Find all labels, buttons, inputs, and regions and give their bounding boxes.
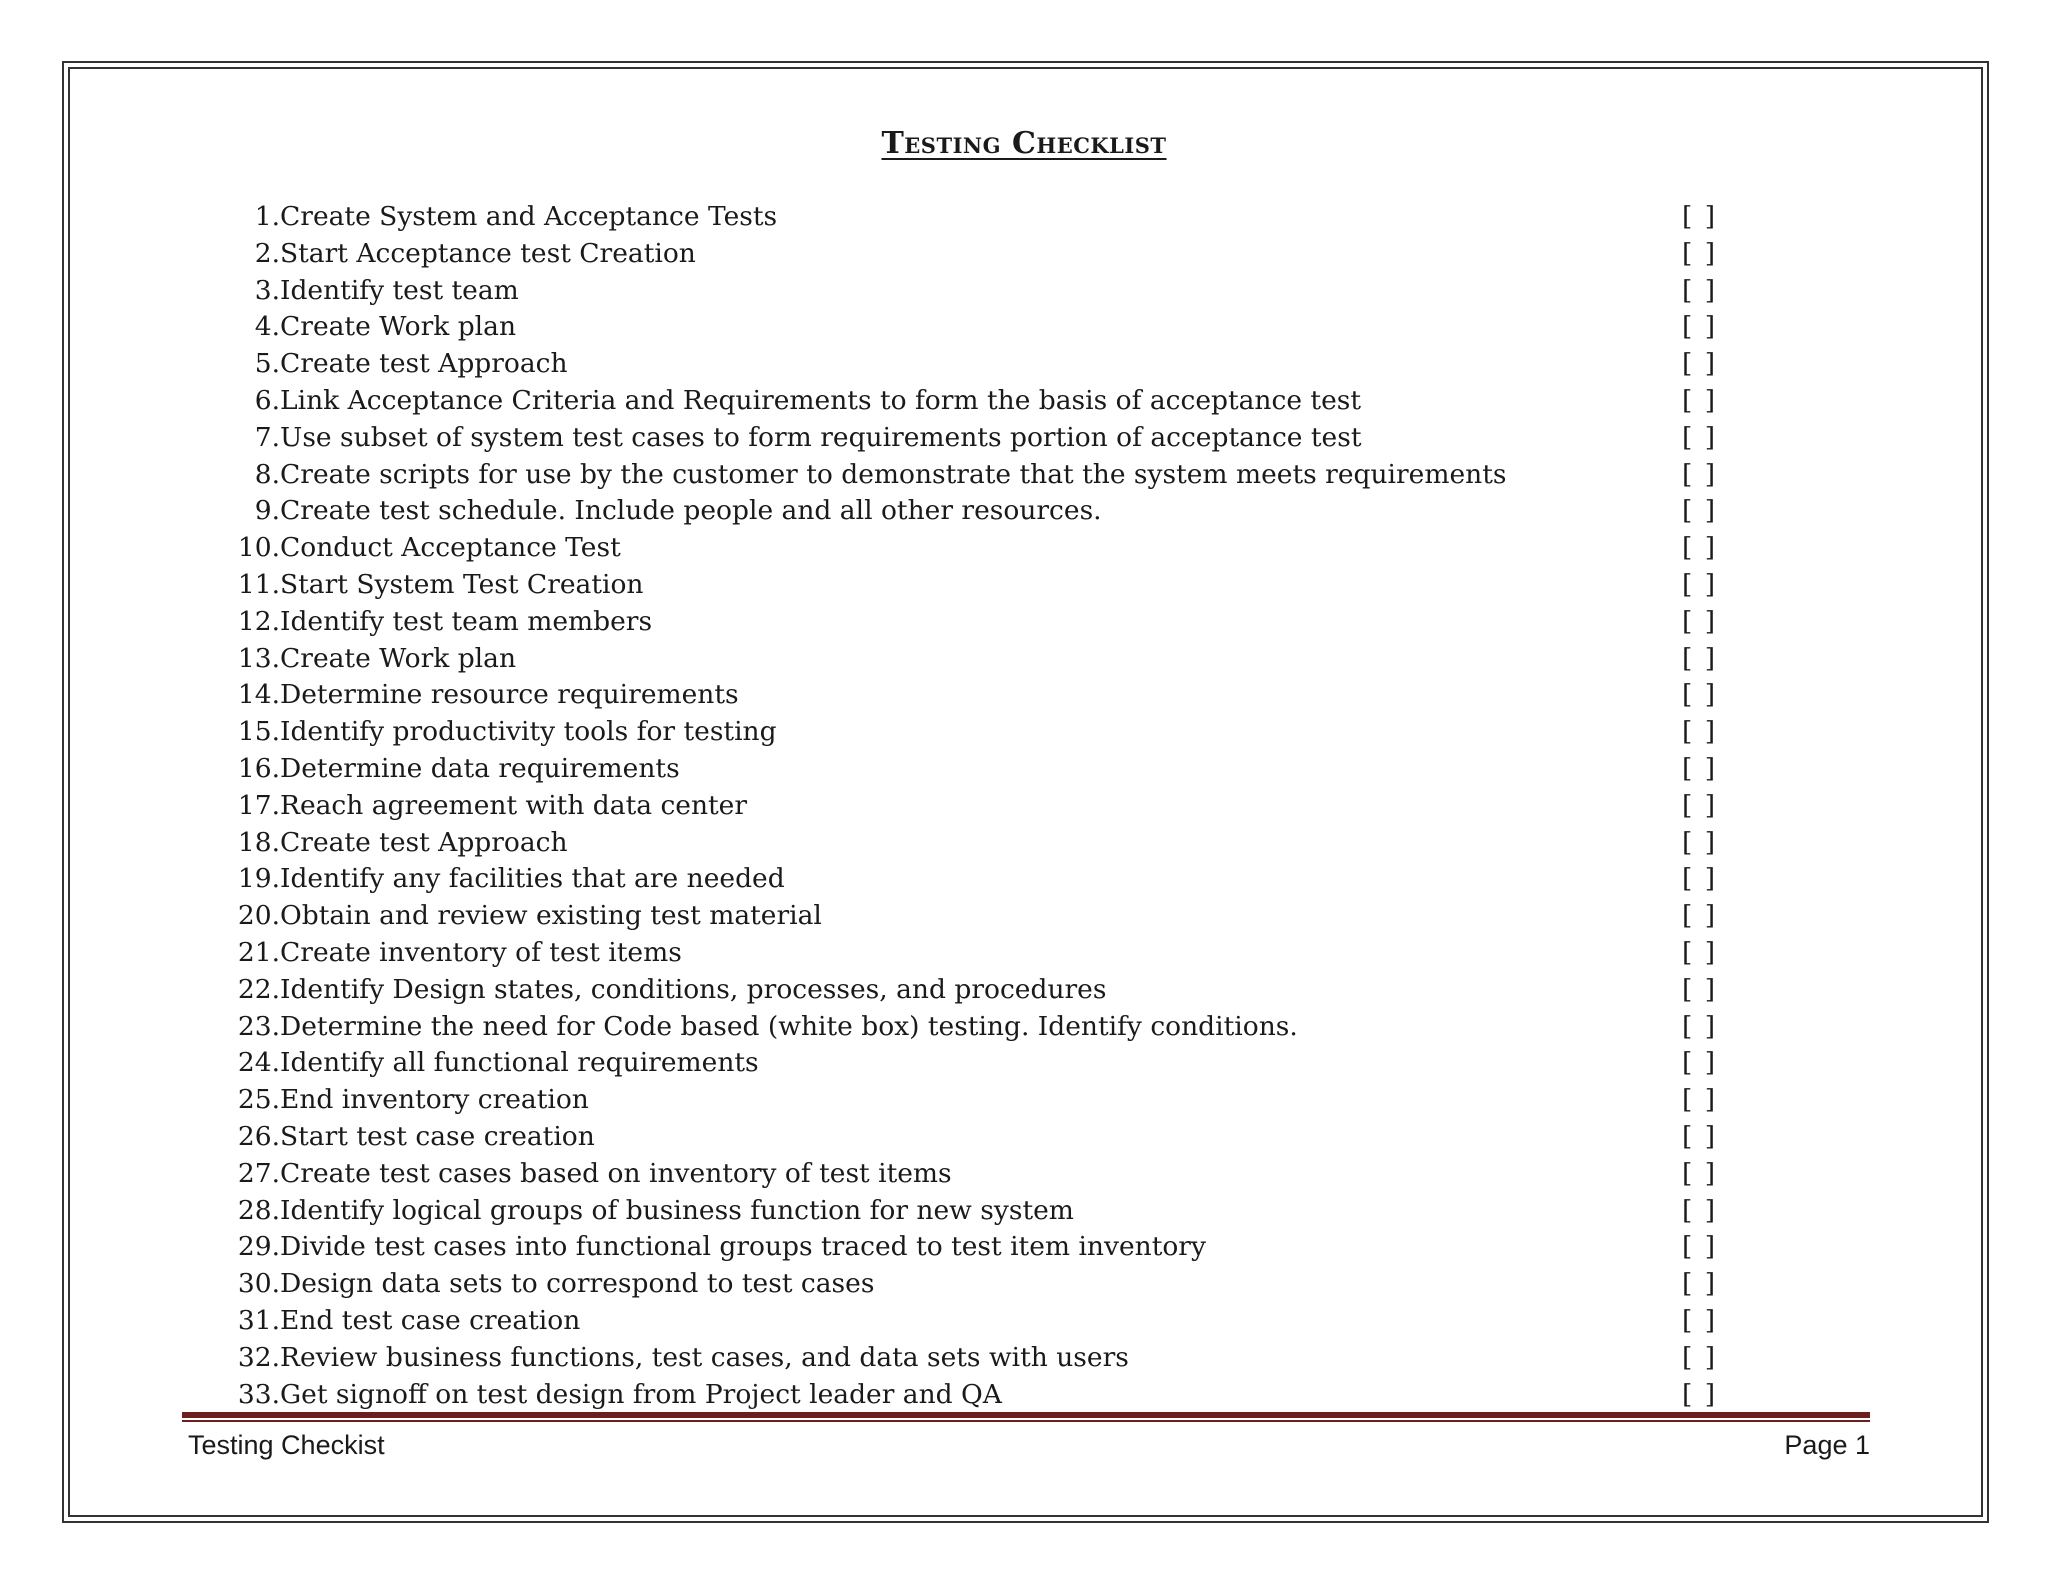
item-text: Get signoff on test design from Project leader and QA: [280, 1378, 1002, 1410]
item-checkbox[interactable]: [ ]: [1682, 789, 1718, 821]
item-number: 4.: [254, 311, 280, 343]
item-text: Conduct Acceptance Test: [280, 532, 621, 564]
checklist-item: [232, 383, 1718, 420]
item-checkbox[interactable]: [ ]: [1682, 458, 1718, 490]
checklist-item: [232, 751, 1718, 788]
checklist-item: [232, 1119, 1718, 1156]
item-checkbox[interactable]: [ ]: [1682, 1120, 1718, 1152]
item-checkbox[interactable]: [ ]: [1682, 201, 1718, 232]
item-number: 9.: [254, 495, 280, 527]
checklist-item: [232, 309, 1718, 346]
item-number: 29.: [237, 1231, 280, 1263]
checklist-item: [232, 1193, 1718, 1230]
item-number: 3.: [254, 274, 280, 306]
item-checkbox[interactable]: [ ]: [1682, 679, 1718, 711]
item-text: Create scripts for use by the customer to demonstrate that the system meets requirements: [280, 458, 1507, 490]
checklist-item: [232, 1340, 1718, 1377]
item-text: Identify test team members: [280, 605, 653, 637]
item-text: End test case creation: [280, 1304, 581, 1336]
checklist-item: [232, 604, 1718, 641]
item-number: 17.: [237, 789, 280, 821]
item-text: Identify test team: [280, 274, 519, 306]
item-number: 28.: [237, 1194, 280, 1226]
checklist-item: [232, 641, 1718, 678]
checklist-item: [232, 1229, 1718, 1266]
item-number: 26.: [237, 1120, 280, 1152]
item-number: 7.: [254, 421, 280, 453]
item-checkbox[interactable]: [ ]: [1682, 1341, 1718, 1373]
item-checkbox[interactable]: [ ]: [1682, 568, 1718, 600]
page-title: Testing Checklist: [881, 126, 1167, 161]
item-text: Start System Test Creation: [280, 568, 644, 600]
checklist-item: [232, 714, 1718, 751]
item-text: Divide test cases into functional groups traced to test item inventory: [280, 1231, 1206, 1263]
item-number: 22.: [237, 973, 280, 1005]
item-text: Create Work plan: [280, 311, 517, 343]
item-text: Review business functions, test cases, and data sets with users: [280, 1341, 1129, 1373]
item-text: Start Acceptance test Creation: [280, 237, 696, 269]
item-checkbox[interactable]: [ ]: [1682, 348, 1718, 380]
item-number: 27.: [237, 1157, 280, 1189]
footer-rule-thin: [182, 1420, 1870, 1422]
item-checkbox[interactable]: [ ]: [1682, 1378, 1718, 1410]
item-checkbox[interactable]: [ ]: [1682, 495, 1718, 527]
item-checkbox[interactable]: [ ]: [1682, 1157, 1718, 1189]
item-number: 23.: [237, 1010, 280, 1042]
checklist-item: [232, 1156, 1718, 1193]
item-number: 6.: [254, 384, 280, 416]
item-text: Create Work plan: [280, 642, 517, 674]
item-text: Start test case creation: [280, 1120, 595, 1152]
checklist-item: [232, 567, 1718, 604]
checklist-item: [232, 1266, 1718, 1303]
item-checkbox[interactable]: [ ]: [1682, 421, 1718, 453]
item-number: 2.: [254, 237, 280, 269]
item-text: Reach agreement with data center: [280, 789, 748, 821]
checklist-item: [232, 1303, 1718, 1340]
item-text: Create test Approach: [280, 826, 568, 858]
checklist-item: [232, 898, 1718, 935]
checklist-item: [232, 935, 1718, 972]
item-text: Determine the need for Code based (white box) testing. Identify conditions.: [280, 1010, 1298, 1042]
item-checkbox[interactable]: [ ]: [1682, 311, 1718, 343]
item-checkbox[interactable]: [ ]: [1682, 1268, 1718, 1300]
item-number: 8.: [254, 458, 280, 490]
checklist-item: [232, 972, 1718, 1009]
checklist-item: [232, 1082, 1718, 1119]
item-number: 12.: [237, 605, 280, 637]
item-text: Identify logical groups of business function for new system: [280, 1194, 1074, 1226]
checklist: [232, 199, 1718, 1413]
item-text: Design data sets to correspond to test cases: [280, 1268, 875, 1300]
item-checkbox[interactable]: [ ]: [1682, 237, 1718, 269]
item-text: Link Acceptance Criteria and Requirements to form the basis of acceptance test: [280, 384, 1362, 416]
checklist-item: [232, 273, 1718, 310]
item-text: Determine data requirements: [280, 752, 680, 784]
item-number: 15.: [237, 716, 280, 748]
checklist-item: [232, 236, 1718, 273]
item-checkbox[interactable]: [ ]: [1682, 1231, 1718, 1263]
item-text: Create test cases based on inventory of test items: [280, 1157, 952, 1189]
item-number: 32.: [237, 1341, 280, 1373]
item-checkbox[interactable]: [ ]: [1682, 826, 1718, 858]
item-number: 33.: [237, 1378, 280, 1410]
item-number: 1.: [254, 201, 280, 232]
item-text: Obtain and review existing test material: [280, 900, 822, 932]
checklist-item: [232, 1009, 1718, 1046]
item-text: End inventory creation: [280, 1084, 589, 1116]
footer-rule: [182, 1412, 1870, 1418]
item-text: Identify productivity tools for testing: [280, 716, 777, 748]
checklist-item: [232, 493, 1718, 530]
item-number: 10.: [237, 532, 280, 564]
item-checkbox[interactable]: [ ]: [1682, 900, 1718, 932]
item-number: 21.: [237, 936, 280, 968]
item-number: 13.: [237, 642, 280, 674]
item-text: Create test schedule. Include people and all other resources.: [280, 495, 1102, 527]
checklist-item: [232, 1045, 1718, 1082]
checklist-item: [232, 825, 1718, 862]
item-checkbox[interactable]: [ ]: [1682, 863, 1718, 895]
item-text: Identify any facilities that are needed: [280, 863, 785, 895]
item-number: 31.: [237, 1304, 280, 1336]
item-number: 19.: [237, 863, 280, 895]
checklist-item: [232, 861, 1718, 898]
item-number: 24.: [237, 1047, 280, 1079]
item-number: 20.: [237, 900, 280, 932]
item-checkbox[interactable]: [ ]: [1682, 532, 1718, 564]
item-number: 5.: [254, 348, 280, 380]
footer-document-name: Testing Checkist: [188, 1430, 385, 1460]
item-checkbox[interactable]: [ ]: [1682, 384, 1718, 416]
item-number: 11.: [237, 568, 280, 600]
checklist-item: [232, 199, 1718, 236]
item-number: 14.: [237, 679, 280, 711]
item-number: 18.: [237, 826, 280, 858]
item-checkbox[interactable]: [ ]: [1682, 1084, 1718, 1116]
item-checkbox[interactable]: [ ]: [1682, 642, 1718, 674]
item-checkbox[interactable]: [ ]: [1682, 973, 1718, 1005]
item-checkbox[interactable]: [ ]: [1682, 716, 1718, 748]
item-number: 25.: [237, 1084, 280, 1116]
item-checkbox[interactable]: [ ]: [1682, 752, 1718, 784]
checklist-item: [232, 457, 1718, 494]
item-number: 30.: [237, 1268, 280, 1300]
item-text: Create inventory of test items: [280, 936, 682, 968]
item-checkbox[interactable]: [ ]: [1682, 605, 1718, 637]
item-checkbox[interactable]: [ ]: [1682, 1047, 1718, 1079]
item-checkbox[interactable]: [ ]: [1682, 1304, 1718, 1336]
item-text: Identify Design states, conditions, processes, and procedures: [280, 973, 1107, 1005]
item-text: Determine resource requirements: [280, 679, 739, 711]
checklist-item: [232, 346, 1718, 383]
item-number: 16.: [237, 752, 280, 784]
checklist-item: [232, 788, 1718, 825]
item-text: Identify all functional requirements: [280, 1047, 759, 1079]
item-text: Create System and Acceptance Tests: [280, 201, 778, 232]
item-text: Use subset of system test cases to form requirements portion of acceptance test: [280, 421, 1362, 453]
item-checkbox[interactable]: [ ]: [1682, 1010, 1718, 1042]
checklist-item: [232, 677, 1718, 714]
item-checkbox[interactable]: [ ]: [1682, 936, 1718, 968]
checklist-item: [232, 420, 1718, 457]
item-checkbox[interactable]: [ ]: [1682, 1194, 1718, 1226]
item-checkbox[interactable]: [ ]: [1682, 274, 1718, 306]
checklist-item: [232, 1377, 1718, 1414]
footer-page-number: Page 1: [1784, 1430, 1870, 1460]
checklist-item: [232, 530, 1718, 567]
item-text: Create test Approach: [280, 348, 568, 380]
